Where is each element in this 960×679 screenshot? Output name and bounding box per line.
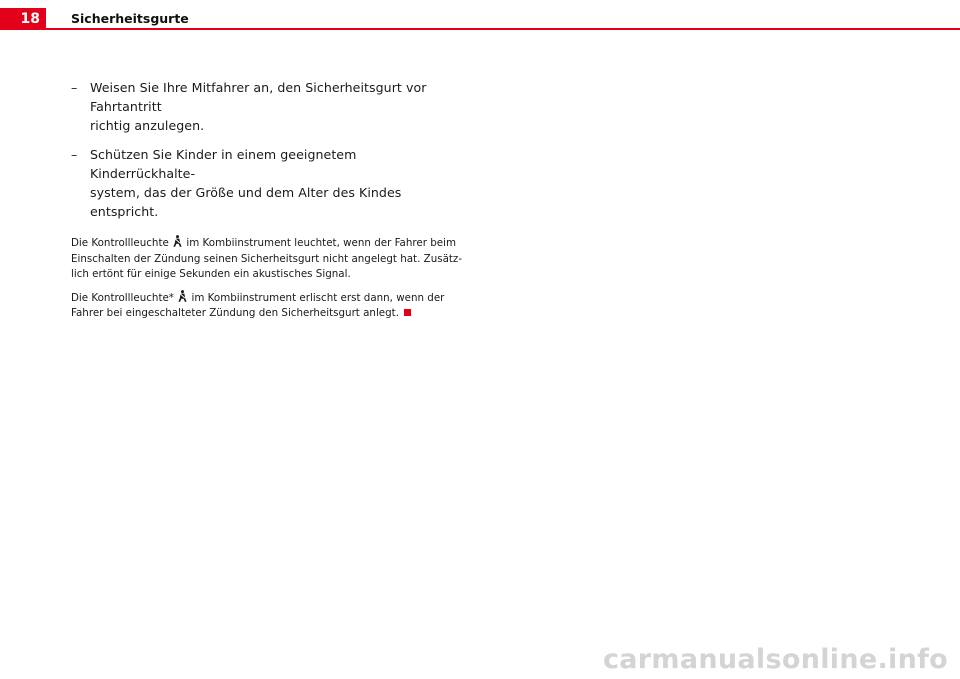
instruction-item xyxy=(71,145,463,221)
page-number xyxy=(0,8,46,30)
instruction-line: system, das der Größe und dem Alter des Kindes entspricht. xyxy=(90,185,402,219)
paragraph-text: lich ertönt für einige Sekunden ein akustisches Signal. xyxy=(71,268,351,281)
paragraph-text: im Kombiinstrument erlischt erst dann, wenn der xyxy=(188,291,445,304)
bullet-dash: – xyxy=(71,80,78,95)
warning-light-paragraph xyxy=(71,235,463,283)
paragraph-text: Die Kontrollleuchte* xyxy=(71,291,178,304)
paragraph-text: im Kombiinstrument leuchtet, wenn der Fahrer beim xyxy=(183,237,456,249)
warning-light-paragraph xyxy=(71,290,463,322)
instruction-line: richtig anzulegen. xyxy=(90,118,205,133)
bullet-dash: – xyxy=(71,147,78,162)
instruction-line: Weisen Sie Ihre Mitfahrer an, den Sicherheitsgurt vor Fahrtantritt xyxy=(90,80,427,114)
page-number-text: 18 xyxy=(20,11,40,27)
section-end-marker xyxy=(404,309,411,316)
seatbelt-warning-icon xyxy=(178,290,187,302)
main-content xyxy=(71,78,463,329)
paragraph-text: Einschalten der Zündung seinen Sicherheitsgurt nicht angelegt hat. Zusätz- xyxy=(71,252,463,265)
instruction-line: Schützen Sie Kinder in einem geeignetem Kinderrückhalte- xyxy=(90,147,357,181)
paragraph-text: Fahrer bei eingeschalteter Zündung den Sicherheitsgurt anlegt. xyxy=(71,307,399,320)
header-divider xyxy=(46,28,960,30)
paragraph-text: Die Kontrollleuchte xyxy=(71,237,173,249)
seatbelt-warning-icon xyxy=(173,235,182,247)
watermark-text: carmanualsonline.info xyxy=(602,644,948,675)
page-title: Sicherheitsgurte xyxy=(71,11,189,26)
instruction-item xyxy=(71,78,463,135)
